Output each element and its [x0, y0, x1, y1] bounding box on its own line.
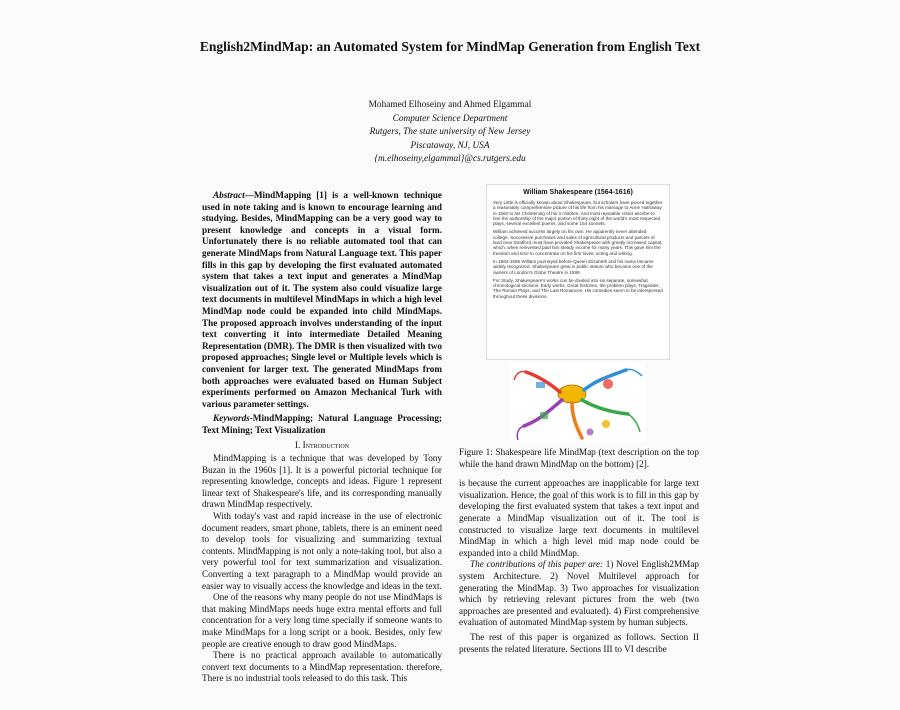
keywords-text: -MindMapping; Natural Language Processing; Text Mining; Text Visualization	[202, 413, 442, 435]
intro-paragraph: One of the reasons why many people do not use MindMaps is that making MindMaps needs huge extra mental efforts and full concentration for a very long time specially if someone wants to make MindMaps for a long script or a book. Besides, only few people are creative enough to draw good MindMaps.	[202, 592, 442, 649]
figure-inner-paragraph: For Study, Shakespeare's works can be divided into six separate, somewhat chronological sections. Early works, Great histories, the problem plays, Tragedies, The Roman Plays, and The Last Romances. His comedies seem to be interspersed throughout these divisions.	[493, 277, 663, 299]
left-column	[202, 190, 442, 685]
right-column	[459, 447, 699, 655]
mindmap-sketch	[536, 382, 545, 388]
figure-inner-paragraph: Very Little is officially known about Shakespeare, but scholars have pieced together a reasonably comprehensive picture of his life from his marriage to Anne Hathaway in 1582 to his Christening of his 3 children. And most reputable critics ascribe to him the authorship of the major portion of thirty eight of the world's most respected plays, several excellent poems, and some 154 sonnets.	[493, 200, 663, 227]
author-names: Mohamed Elhoseiny and Ahmed Elgammal	[368, 100, 532, 110]
intro-paragraph: MindMapping is a technique that was developed by Tony Buzan in the 1960s [1]. It is a powerful pictorial technique for representing knowledge, concepts and ideas. Figure 1 represent linear text of Shakespeare's life, and its corresponding manually drawn MindMap respectively.	[202, 453, 442, 510]
figure-1	[486, 184, 670, 442]
section-title: Introduction	[302, 440, 350, 451]
author-block	[250, 99, 650, 166]
author-location: Piscataway, NJ, USA	[410, 140, 490, 151]
mindmap-sketch	[603, 379, 613, 389]
mindmap-sketch	[540, 412, 548, 419]
intro-paragraph: With today's vast and rapid increase in the use of electronic document readers, smart phone, tablets, there is an eminent need to develop tools for visualizing and summarizing textual contents. MindMapping is not only a note-taking tool, but also a very powerful tool for text summarization and visualization. Converting a text paragraph to a MindMap would provide an easier way to visually access the knowledge and ideas in the text.	[202, 511, 442, 591]
section-number: I.	[294, 440, 301, 451]
keywords-label: Keywords	[213, 413, 250, 424]
figure-inner-paragraph: In 1584-1585 William journeyed before Queen Elizabeth and his name became widely recognized. Shakespeare grew in public stature who became one of the owners of London's Globe Theatre in 1599.	[493, 258, 654, 275]
section-heading	[202, 440, 442, 452]
abstract-text: —MindMapping [1] is a well-known technique used in note taking and is known to encourage learning and studying. Besides, MindMapping can be a very good way to present knowledge and concepts in a visual form. Unfortunately there is no reliable automated tool that can generate MindMaps from Natural Language text. This paper fills in this gap by developing the first evaluated automated system that takes a text input and generates a MindMap visualization out of it. The system also could visualize large text documents in multilevel MindMaps in which a high level MindMap node could be expanded into child MindMaps. The proposed approach involves understanding of the input text converting it into intermediate Detailed Meaning Representation (DMR). The DMR is then visualized with two proposed approaches; Single level or Multiple levels which is convenient for larger text. The generated MindMaps from both approaches were evaluated based on Human Subject experiments performed on Amazon Mechanical Turk with various parameter settings.	[202, 190, 442, 409]
contributions-label: The contributions of this paper are:	[470, 559, 604, 570]
figure-inner-paragraph: William achieved success largely on his own. He apparently never attended college. Successive purchases and sales of agricultural products and parcels of land near Stratford must have provided Shakespeare with greatly increased capital, which, when reinvested paid him steady income for many years. This gave him the freedom and time to concentrate on his first loves: acting and writing.	[493, 229, 663, 256]
organization-paragraph: The rest of this paper is organized as follows. Section II presents the related literature. Sections III to VI describe	[459, 631, 699, 654]
figure-caption: Figure 1: Shakespeare life MindMap (text description on the top while the hand drawn MindMap on the bottom) [2].	[459, 447, 699, 469]
contributions-text: 1) Novel English2MMap system Architecture. 2) Novel Multilevel approach for generating the MindMap. 3) Two approaches for visualization which by retrieving relevant pictures from the web (two approaches are presented and evaluated). 4) First comprehensive evaluation of automated MindMap system by human subjects.	[459, 559, 699, 628]
mindmap-sketch	[587, 429, 594, 436]
keywords	[202, 413, 442, 436]
author-department: Computer Science Department	[392, 114, 508, 125]
paper-title: English2MindMap: an Automated System for MindMap Generation from English Text	[199, 39, 701, 54]
contributions-paragraph	[459, 559, 699, 629]
intro-paragraph: There is no practical approach available to automatically convert text documents to a MindMap representation. therefore, There is no industrial tools released to do this task. This	[202, 650, 442, 684]
abstract-label: Abstract	[213, 190, 245, 200]
author-university: Rutgers, The state university of New Jersey	[369, 127, 531, 138]
mindmap-sketch	[602, 420, 610, 428]
hand-drawn-mindmap	[510, 362, 646, 442]
figure-inner-title: William Shakespeare (1564-1616)	[523, 189, 633, 196]
author-email: {m.elhoseiny,elgammal}@cs.rutgers.edu	[374, 153, 526, 164]
figure-text-panel	[486, 184, 670, 360]
abstract	[202, 190, 442, 410]
right-paragraph: is because the current approaches are inapplicable for large text visualization. Hence, the goal of this work is to fill in this gap by developing the first evaluated system that takes a text input and generate a MindMap visualization out of it. The tool is constructed to visualize large text documents in multilevel MindMap in which a high level mid map node could be expanded into a child MindMap.	[459, 478, 699, 558]
